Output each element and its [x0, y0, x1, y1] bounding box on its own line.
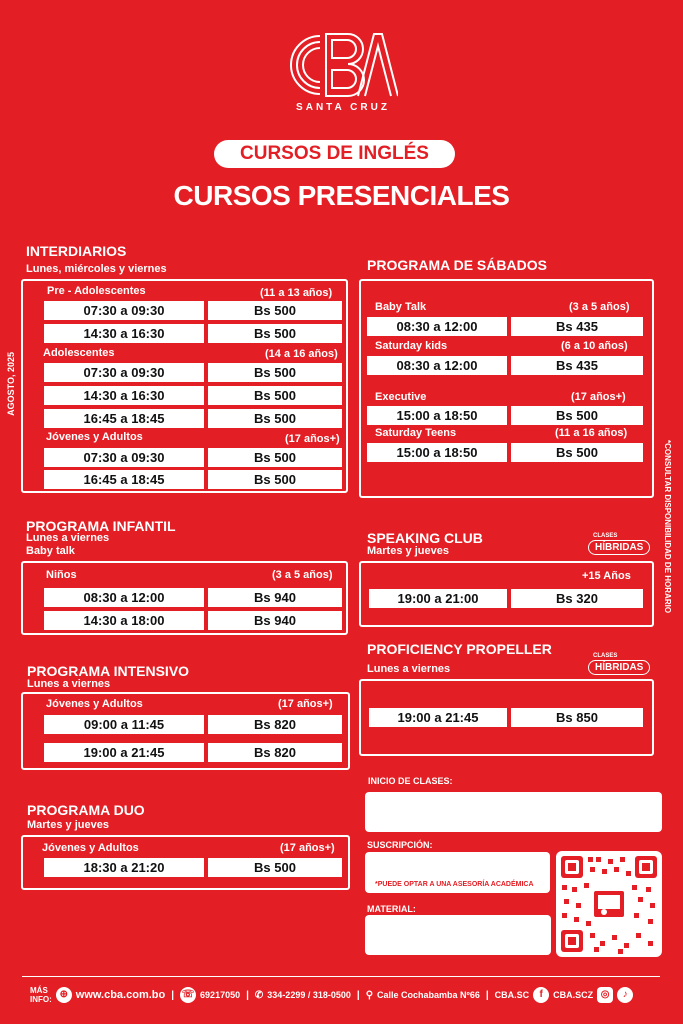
divider: | — [356, 989, 360, 1001]
group-name: Niños — [46, 569, 77, 581]
group-name: Jóvenes y Adultos — [46, 431, 143, 443]
interdiarios-days: Lunes, miércoles y viernes — [26, 263, 167, 275]
badge-caption: CLASES — [593, 533, 618, 539]
address-text: Calle Cochabamba Nº66 — [377, 990, 480, 1000]
cba-scz-handle[interactable]: CBA.SCZ — [553, 990, 594, 1000]
infantil-extra: Baby talk — [26, 545, 75, 557]
duo-title: PROGRAMA DUO — [27, 802, 145, 818]
facebook-icon[interactable]: f — [533, 987, 549, 1003]
schedule-price: Bs 500 — [208, 363, 342, 382]
instagram-icon[interactable]: ◎ — [597, 987, 613, 1003]
availability-side-note: *CONSULTAR DISPONIBILIDAD DE HORARIO — [663, 440, 672, 614]
schedule-price: Bs 500 — [208, 324, 342, 343]
schedule-time: 15:00 a 18:50 — [367, 443, 507, 462]
website-link[interactable]: www.cba.com.bo — [75, 989, 166, 1001]
group-age: (14 a 16 años) — [265, 348, 338, 360]
page-title: CURSOS PRESENCIALES — [173, 180, 510, 211]
schedule-price: Bs 500 — [208, 386, 342, 405]
sabados-title: PROGRAMA DE SÁBADOS — [367, 257, 547, 273]
schedule-time: 08:30 a 12:00 — [367, 356, 507, 375]
infantil-title: PROGRAMA INFANTIL — [26, 518, 176, 534]
qr-code[interactable] — [556, 851, 662, 957]
divider: | — [485, 989, 489, 1001]
schedule-time: 16:45 a 18:45 — [44, 409, 204, 428]
schedule-price: Bs 500 — [511, 443, 643, 462]
proficiency-title: PROFICIENCY PROPELLER — [367, 641, 552, 657]
suscripcion-label: SUSCRIPCIÓN: — [367, 840, 433, 850]
hybrid-badge: HÍBRIDAS — [588, 540, 650, 555]
phone-icon: ✆ — [254, 989, 264, 1001]
schedule-price: Bs 320 — [511, 589, 643, 608]
schedule-price: Bs 940 — [208, 611, 342, 630]
schedule-time: 19:00 a 21:45 — [369, 708, 507, 727]
schedule-price: Bs 820 — [208, 715, 342, 734]
proficiency-days: Lunes a viernes — [367, 663, 451, 675]
schedule-time: 15:00 a 18:50 — [367, 406, 507, 425]
schedule-price: Bs 500 — [208, 448, 342, 467]
schedule-time: 14:30 a 16:30 — [44, 386, 204, 405]
asesoria-note: *PUEDE OPTAR A UNA ASESORÍA ACADÉMICA — [375, 881, 534, 888]
courses-pill: CURSOS DE INGLÉS — [214, 140, 455, 168]
speaking-days: Martes y jueves — [367, 545, 449, 557]
tiktok-icon[interactable]: ♪ — [617, 987, 633, 1003]
schedule-price: Bs 850 — [511, 708, 643, 727]
schedule-price: Bs 500 — [208, 858, 342, 877]
group-age: (11 a 13 años) — [260, 287, 333, 299]
intensivo-title: PROGRAMA INTENSIVO — [27, 663, 190, 679]
cba-sc-handle[interactable]: CBA.SC — [494, 990, 530, 1000]
group-age: (6 a 10 años) — [561, 340, 628, 352]
group-name: Jóvenes y Adultos — [42, 842, 139, 854]
group-name: Saturday Teens — [375, 427, 457, 439]
material-label: MATERIAL: — [367, 904, 416, 914]
footer — [30, 984, 670, 1006]
group-age: (17 años+) — [280, 842, 335, 854]
inicio-label: INICIO DE CLASES: — [368, 776, 453, 786]
inicio-field — [365, 792, 662, 832]
schedule-time: 14:30 a 16:30 — [44, 324, 204, 343]
hybrid-badge: HÍBRIDAS — [588, 660, 650, 675]
badge-caption: CLASES — [593, 653, 618, 659]
schedule-price: Bs 940 — [208, 588, 342, 607]
phone-numbers[interactable]: 334-2299 / 318-0500 — [267, 990, 351, 1000]
schedule-time: 19:00 a 21:00 — [369, 589, 507, 608]
footer-divider — [22, 976, 660, 977]
schedule-time: 07:30 a 09:30 — [44, 448, 204, 467]
group-name: Adolescentes — [43, 347, 115, 359]
whatsapp-number[interactable]: 69217050 — [200, 990, 241, 1000]
schedule-price: Bs 500 — [208, 470, 342, 489]
more-info-label — [30, 986, 52, 1004]
group-age: (17 años+) — [278, 698, 333, 710]
group-name: Executive — [375, 391, 427, 403]
duo-days: Martes y jueves — [27, 819, 109, 831]
group-age: +15 Años — [582, 570, 631, 582]
schedule-time: 19:00 a 21:45 — [44, 743, 204, 762]
location-pin-icon: ⚲ — [365, 989, 374, 1001]
cba-logo — [286, 30, 398, 100]
infantil-days: Lunes a viernes — [26, 532, 110, 544]
group-age: (11 a 16 años) — [555, 427, 628, 439]
more-label: MÁS — [30, 986, 48, 995]
intensivo-days: Lunes a viernes — [27, 678, 111, 690]
schedule-time: 07:30 a 09:30 — [44, 363, 204, 382]
divider: | — [171, 989, 175, 1001]
schedule-price: Bs 500 — [511, 406, 643, 425]
globe-icon: ⊕ — [56, 987, 72, 1003]
brand-subtitle: SANTA CRUZ — [296, 102, 390, 113]
schedule-time: 08:30 a 12:00 — [367, 317, 507, 336]
material-field — [365, 915, 551, 955]
schedule-time: 18:30 a 21:20 — [44, 858, 204, 877]
schedule-time: 09:00 a 11:45 — [44, 715, 204, 734]
schedule-time: 07:30 a 09:30 — [44, 301, 204, 320]
group-age: (17 años+) — [571, 391, 626, 403]
group-name: Jóvenes y Adultos — [46, 698, 143, 710]
group-name: Pre - Adolescentes — [47, 285, 146, 297]
whatsapp-icon: ☏ — [180, 987, 196, 1003]
group-age: (3 a 5 años) — [569, 301, 630, 313]
group-name: Baby Talk — [375, 301, 427, 313]
schedule-price: Bs 435 — [511, 317, 643, 336]
group-age: (3 a 5 años) — [272, 569, 333, 581]
schedule-price: Bs 435 — [511, 356, 643, 375]
schedule-price: Bs 500 — [208, 409, 342, 428]
info-label: INFO: — [30, 995, 52, 1004]
speaking-title: SPEAKING CLUB — [367, 530, 483, 546]
schedule-time: 16:45 a 18:45 — [44, 470, 204, 489]
group-name: Saturday kids — [375, 340, 448, 352]
schedule-price: Bs 500 — [208, 301, 342, 320]
interdiarios-title: INTERDIARIOS — [26, 243, 127, 259]
divider: | — [246, 989, 249, 1001]
date-side-label: AGOSTO, 2025 — [6, 352, 16, 416]
group-age: (17 años+) — [285, 433, 340, 445]
schedule-time: 14:30 a 18:00 — [44, 611, 204, 630]
schedule-time: 08:30 a 12:00 — [44, 588, 204, 607]
schedule-price: Bs 820 — [208, 743, 342, 762]
